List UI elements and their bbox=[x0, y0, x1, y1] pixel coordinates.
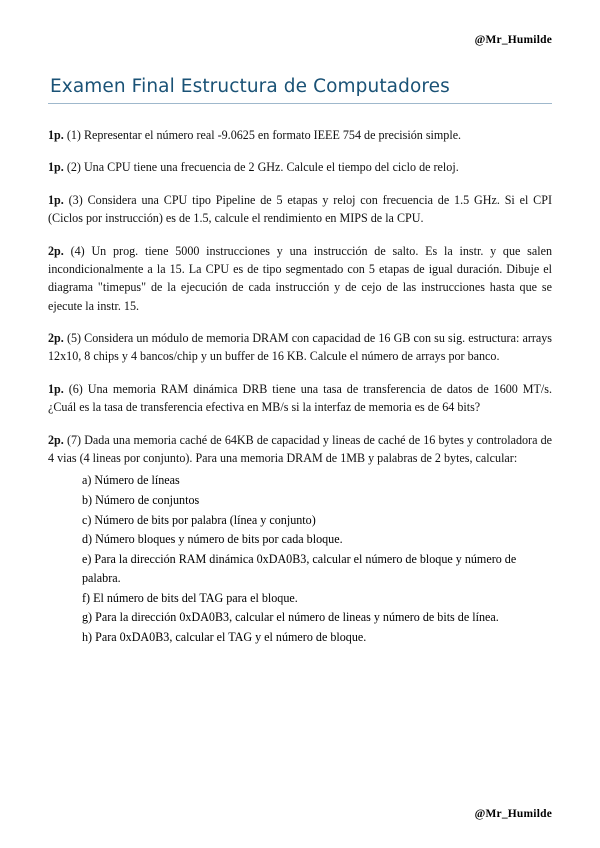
page-title: Examen Final Estructura de Computadores bbox=[50, 76, 450, 97]
question-6-text: (6) Una memoria RAM dinámica DRB tiene una tasa de transferencia de datos de 1600 MT/s. ¿Cuál es la tasa de transferencia efectiva en MB/s si la interfaz de memoria es de 64 bits? bbox=[48, 381, 552, 415]
question-1 bbox=[48, 126, 552, 144]
question-7 bbox=[48, 431, 552, 468]
question-4 bbox=[48, 242, 552, 316]
list-item: b) Número de conjuntos bbox=[82, 492, 200, 507]
question-7-sublist bbox=[48, 471, 552, 647]
question-1-points: 1p. bbox=[48, 128, 64, 142]
question-4-points: 2p. bbox=[48, 243, 64, 258]
question-7-points: 2p. bbox=[48, 432, 64, 447]
list-item: c) Número de bits por palabra (línea y conjunto) bbox=[82, 512, 316, 527]
question-5-text: (5) Considera un módulo de memoria DRAM con capacidad de 16 GB con su sig. estructura: arrays 12x10, 8 chips y 4 bancos/chip y un buffer de 16 KB. Calcule el número de arrays por banco. bbox=[48, 331, 552, 364]
title-divider bbox=[48, 103, 552, 104]
question-5-points: 2p. bbox=[48, 331, 64, 345]
question-5 bbox=[48, 329, 552, 366]
question-3-text: (3) Considera una CPU tipo Pipeline de 5 etapas y reloj con frecuencia de 1.5 GHz. Si el CPI (Ciclos por instrucción) es de 1.5, calcule el rendimiento en MIPS de la CPU. bbox=[48, 192, 552, 226]
question-3-points: 1p. bbox=[48, 192, 64, 207]
question-6 bbox=[48, 380, 552, 417]
question-2-text: (2) Una CPU tiene una frecuencia de 2 GHz. Calcule el tiempo del ciclo de reloj. bbox=[66, 160, 459, 175]
list-item: d) Número bloques y número de bits por cada bloque. bbox=[82, 532, 343, 547]
list-item: g) Para la dirección 0xDA0B3, calcular el número de lineas y número de bits de línea. bbox=[82, 610, 499, 625]
question-7-text: (7) Dada una memoria caché de 64KB de capacidad y lineas de caché de 16 bytes y controladora de 4 vias (4 lineas por conjunto). Para una memoria DRAM de 1MB y palabras de 2 bytes, calcular: bbox=[48, 432, 552, 465]
question-1-text: (1) Representar el número real -9.0625 en formato IEEE 754 de precisión simple. bbox=[66, 128, 462, 142]
question-6-points: 1p. bbox=[48, 381, 64, 396]
header-handle: @Mr_Humilde bbox=[474, 34, 552, 46]
list-item: e) Para la dirección RAM dinámica 0xDA0B3, calcular el número de bloque y número de palabra. bbox=[82, 552, 517, 585]
question-4-text: (4) Un prog. tiene 5000 instrucciones y una instrucción de salto. Es la instr. y que salen incondicionalmente a la 15. La CPU es de tipo segmentado con 5 etapas de igual duración. Dibuje el diagrama "timepus" de la ejecución de cada instrucción y de cejo de las instrucciones hasta que se ejecute la instr. 15. bbox=[48, 243, 552, 313]
question-2-points: 1p. bbox=[48, 160, 64, 175]
footer-handle: @Mr_Humilde bbox=[474, 808, 552, 820]
list-item: a) Número de líneas bbox=[82, 473, 180, 488]
list-item: f) El número de bits del TAG para el bloque. bbox=[82, 590, 298, 605]
question-7-block bbox=[48, 431, 552, 647]
question-2 bbox=[48, 158, 552, 176]
question-3 bbox=[48, 191, 552, 228]
list-item: h) Para 0xDA0B3, calcular el TAG y el número de bloque. bbox=[82, 630, 367, 645]
